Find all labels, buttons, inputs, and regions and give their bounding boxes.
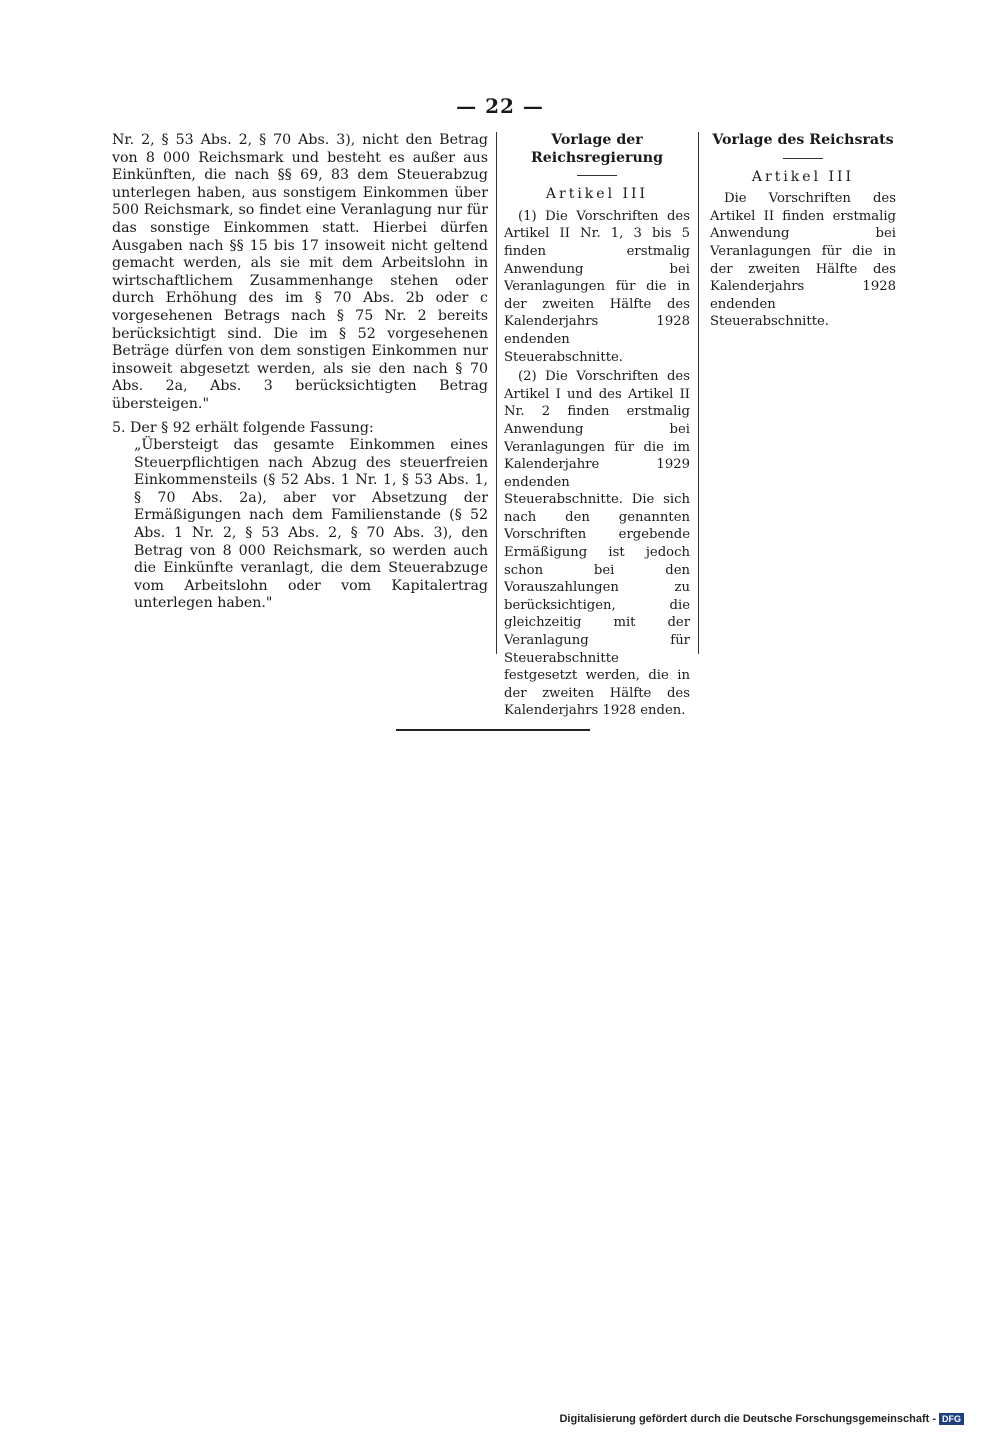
reichsrat-para-1: Die Vorschriften des Artikel II finden erstmalig Anwendung bei Veranlagungen für die in der zweiten Hälfte des Kalenderjahrs 1928 endenden Steuerabschnitte.	[710, 191, 896, 330]
column-heading-reichsregierung: Vorlage der Reichsregierung	[530, 132, 663, 166]
column-divider-right	[698, 132, 699, 654]
item-5-quote: „Übersteigt das gesamte Einkommen eines Steuerpflichtigen nach Abzug des steuerfreien Einkommensteils (§ 52 Abs. 1 Nr. 1, § 53 Abs. 1, § 70 Abs. 2a), aber vor Absetzung der Ermäßigungen nach dem Familienstande (§ 52 Abs. 1 Nr. 2, § 53 Abs. 2, § 70 Abs. 3), den Betrag von 8 000 Reichsmark, so werden auch die Einkünfte veranlagt, die dem Steuerabzuge vom Arbeitslohn oder vom Kapitalertrag unterlegen haben."	[134, 437, 488, 612]
column-divider-left	[496, 132, 497, 654]
footer-text: Digitalisierung gefördert durch die Deutsche Forschungsgemeinschaft -	[559, 1413, 936, 1425]
column-reichsregierung	[504, 132, 690, 720]
reichsregierung-para-1: (1) Die Vorschriften des Artikel II Nr. 1, 3 bis 5 finden erstmalig Anwendung bei Veranlagungen für die in der zweiten Hälfte des Kalenderjahrs 1928 endenden Steuerabschnitte.	[504, 208, 690, 365]
main-column	[112, 132, 488, 613]
paragraph-continuation: Nr. 2, § 53 Abs. 2, § 70 Abs. 3), nicht den Betrag von 8 000 Reichsmark und besteht es außer aus Einkünften, die nach §§ 69, 83 dem Steuerabzug unterlegen haben, aus sonstigem Einkommen über 500 Reichsmark, so findet eine Veranlagung nur für das sonstige Einkommen statt. Hierbei dürfen Ausgaben nach §§ 15 bis 17 insoweit nicht geltend gemacht werden, als sie mit dem Arbeitslohn in wirtschaftlichem Zusammenhange stehen oder durch Erhöhung des im § 70 Abs. 2b oder c vorgesehenen Betrags nach § 75 Nr. 2 bereits berücksichtigt sind. Die im § 52 vorgesehenen Beträge dürfen von dem sonstigen Einkommen nur insoweit abgesetzt werden, als sie den nach § 70 Abs. 2a, Abs. 3 berücksichtigten Betrag übersteigen."	[112, 132, 488, 412]
heading-rule	[577, 175, 617, 176]
article-title-reichsrat: Artikel III	[751, 168, 855, 185]
page-number: — 22 —	[456, 94, 544, 118]
dfg-logo-icon: DFG	[939, 1413, 964, 1425]
heading-rule	[783, 158, 823, 159]
article-title-reichsregierung: Artikel III	[545, 186, 649, 203]
column-heading-reichsrat: Vorlage des Reichsrats	[712, 132, 894, 148]
footer	[559, 1413, 964, 1425]
column-reichsrat	[710, 132, 896, 331]
item-5-heading: 5. Der § 92 erhält folgende Fassung:	[112, 419, 374, 436]
reichsregierung-para-2: (2) Die Vorschriften des Artikel I und des Artikel II Nr. 2 finden erstmalig Anwendung bei Veranlagungen für die im Kalenderjahre 1929 endenden Steuerabschnitte. Die sich nach den genannten Vorschriften ergebende Ermäßigung ist jedoch schon bei den Vorauszahlungen zu berücksichtigen, die gleichzeitig mit der Veranlagung für Steuerabschnitte festgesetzt werden, die in der zweiten Hälfte des Kalenderjahrs 1928 enden.	[504, 369, 690, 719]
end-rule	[396, 729, 590, 731]
